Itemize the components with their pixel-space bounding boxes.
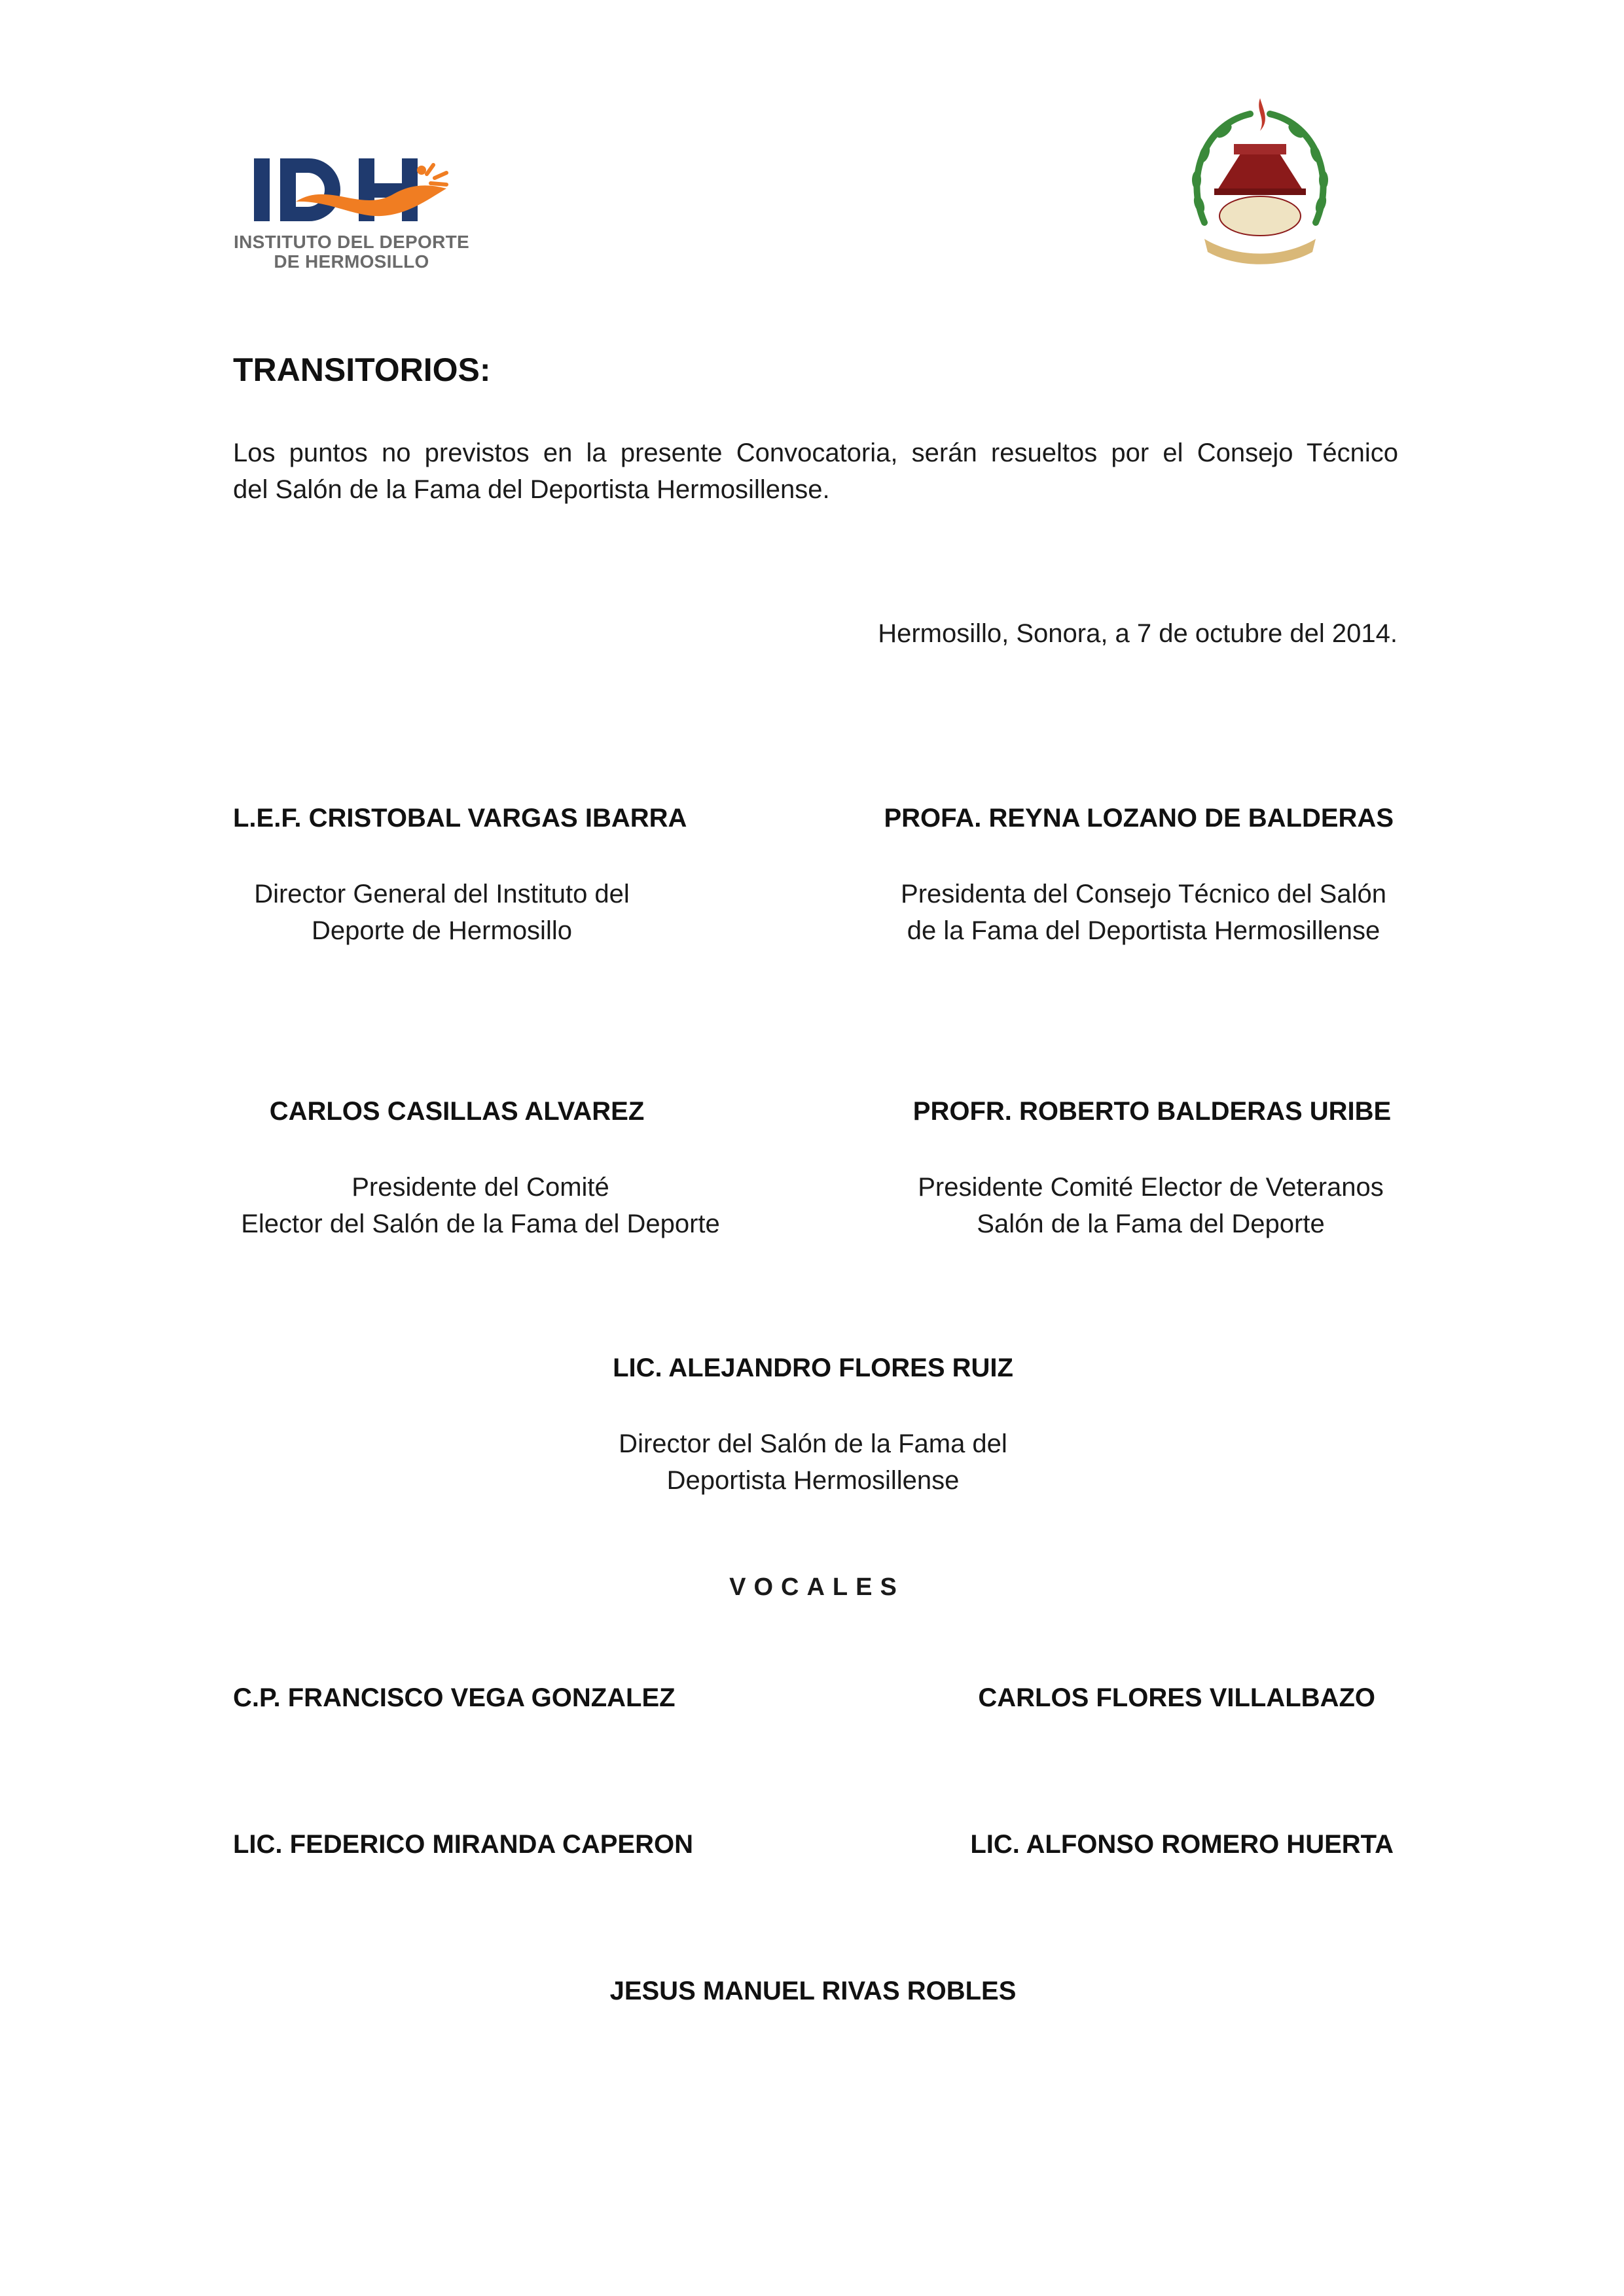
vocal-name: C.P. FRANCISCO VEGA GONZALEZ [233,1683,676,1712]
salon-de-la-fama-logo [1178,92,1342,275]
role-line: Director General del Instituto del [254,880,630,908]
vocal-name: LIC. ALFONSO ROMERO HUERTA [970,1830,1394,1859]
role-line: Director del Salón de la Fama del [619,1429,1007,1458]
idh-logo-icon [230,154,473,232]
role-line: Elector del Salón de la Fama del Deporte [241,1210,720,1238]
signatory-role-balderas [918,1169,1384,1242]
signatory-role-vargas [254,876,630,949]
paragraph-line-2: del Salón de la Fama del Deportista Hermosillense. [233,475,830,504]
transitorios-paragraph [233,435,1398,508]
signatory-role-lozano [901,876,1386,949]
salon-de-la-fama-emblem-icon [1178,92,1342,275]
role-line: Deporte de Hermosillo [312,916,572,945]
role-line: Presidente Comité Elector de Veteranos [918,1173,1384,1202]
document-heading: TRANSITORIOS: [233,351,491,388]
role-line: Presidenta del Consejo Técnico del Salón [901,880,1386,908]
signatory-name-casillas: CARLOS CASILLAS ALVAREZ [269,1097,645,1126]
role-line: Salón de la Fama del Deporte [977,1210,1325,1238]
role-line: Presidente del Comité [352,1173,609,1202]
role-line: Deportista Hermosillense [666,1466,960,1495]
signatory-role-casillas [241,1169,720,1242]
signatory-role-flores-ruiz [619,1426,1007,1499]
signatory-name-balderas: PROFR. ROBERTO BALDERAS URIBE [912,1097,1392,1126]
vocal-name: JESUS MANUEL RIVAS ROBLES [609,1977,1017,2005]
vocales-title: VOCALES [729,1573,905,1601]
role-line: de la Fama del Deportista Hermosillense [907,916,1380,945]
vocal-name: LIC. FEDERICO MIRANDA CAPERON [233,1830,693,1859]
vocal-name: CARLOS FLORES VILLALBAZO [978,1683,1375,1712]
idh-caption-line2: DE HERMOSILLO [274,251,429,272]
signatory-name-lozano: PROFA. REYNA LOZANO DE BALDERAS [884,804,1394,833]
paragraph-line-1: Los puntos no previstos en la presente Convocatoria, serán resueltos por el Consejo Técnico [233,439,1398,467]
idh-logo [230,154,473,279]
document-date: Hermosillo, Sonora, a 7 de octubre del 2014. [878,619,1398,648]
idh-caption-line1: INSTITUTO DEL DEPORTE [234,232,469,252]
signatory-name-vargas: L.E.F. CRISTOBAL VARGAS IBARRA [233,804,687,833]
signatory-name-flores-ruiz: LIC. ALEJANDRO FLORES RUIZ [613,1354,1013,1382]
